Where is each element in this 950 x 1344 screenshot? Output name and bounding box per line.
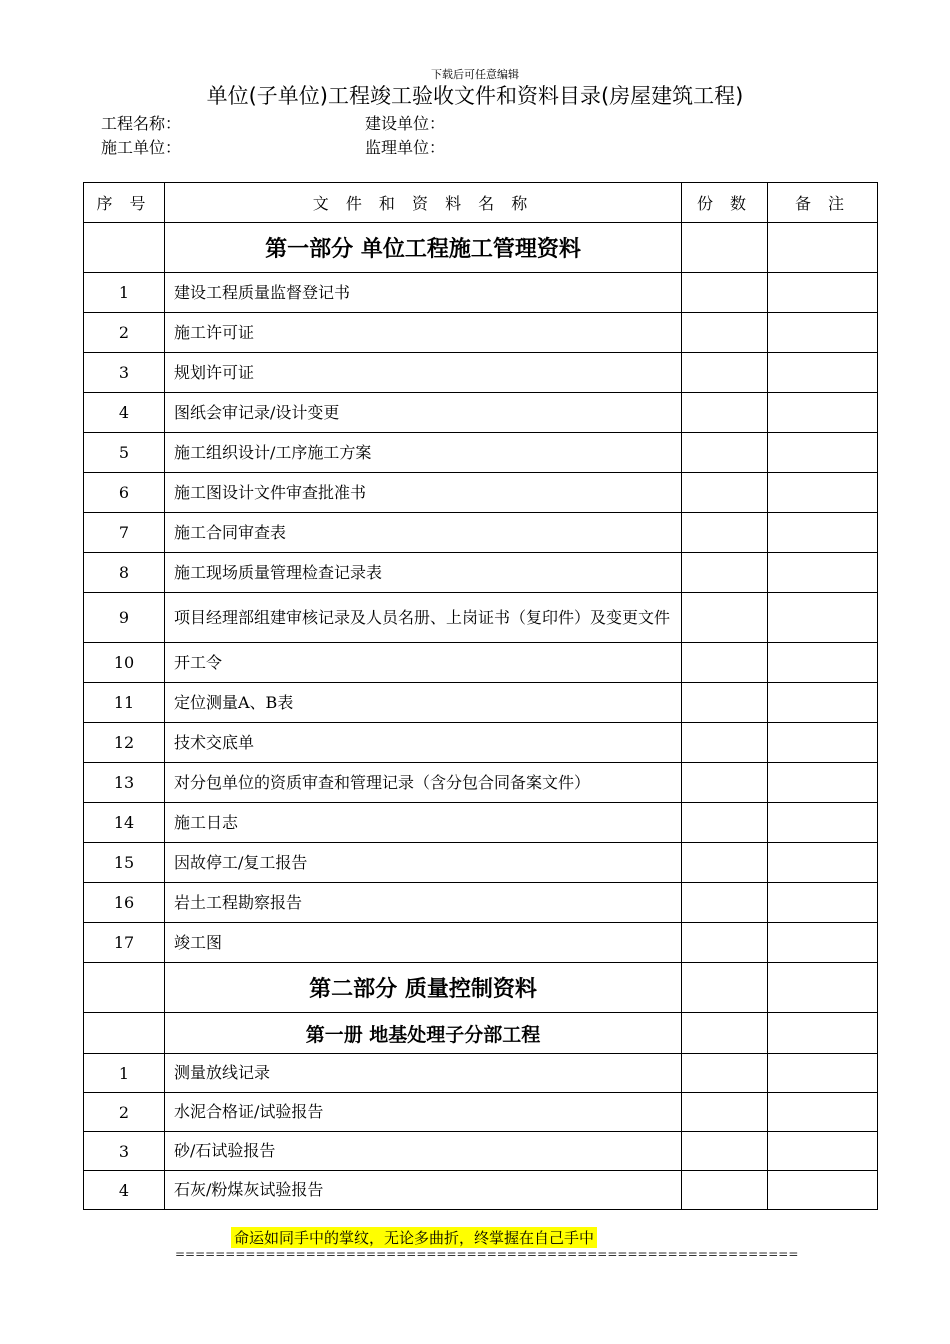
row-number: 6	[84, 473, 165, 513]
row-document-name: 竣工图	[165, 923, 682, 963]
table-row	[84, 883, 878, 923]
row-copies-cell	[682, 643, 768, 683]
row-document-name: 水泥合格证/试验报告	[165, 1093, 682, 1132]
row-copies-cell	[682, 843, 768, 883]
document-title: 单位(子单位)工程竣工验收文件和资料目录(房屋建筑工程)	[206, 84, 744, 108]
part1-heading-row	[84, 223, 878, 273]
row-remarks-cell	[768, 683, 878, 723]
row-remarks-cell	[768, 513, 878, 553]
row-remarks-cell	[768, 803, 878, 843]
row-number: 9	[84, 593, 165, 643]
row-number: 4	[84, 1171, 165, 1210]
row-remarks-cell	[768, 1054, 878, 1093]
row-remarks-cell	[768, 1093, 878, 1132]
row-copies-cell	[682, 273, 768, 313]
row-number: 1	[84, 1054, 165, 1093]
row-number: 17	[84, 923, 165, 963]
table-header-row	[84, 183, 878, 223]
row-copies-cell	[682, 1054, 768, 1093]
row-number: 1	[84, 273, 165, 313]
header-no: 序 号	[84, 183, 165, 223]
row-document-name: 施工现场质量管理检查记录表	[165, 553, 682, 593]
volume1-title-row	[84, 1013, 878, 1054]
header-remarks: 备 注	[768, 183, 878, 223]
row-document-name: 对分包单位的资质审查和管理记录（含分包合同备案文件）	[165, 763, 682, 803]
row-copies-cell	[682, 803, 768, 843]
row-number: 10	[84, 643, 165, 683]
construction-unit-label: 建设单位：	[365, 114, 446, 133]
row-remarks-cell	[768, 393, 878, 433]
row-remarks-cell	[768, 1132, 878, 1171]
row-copies-cell	[682, 313, 768, 353]
part2-title: 第二部分 质量控制资料	[165, 963, 682, 1013]
row-document-name: 岩土工程勘察报告	[165, 883, 682, 923]
row-document-name: 开工令	[165, 643, 682, 683]
header-copies: 份 数	[682, 183, 768, 223]
row-number: 3	[84, 1132, 165, 1171]
footer-rule: ==============================================================	[175, 1247, 799, 1261]
row-copies-cell	[682, 1093, 768, 1132]
row-remarks-cell	[768, 553, 878, 593]
row-document-name: 测量放线记录	[165, 1054, 682, 1093]
table-row	[84, 353, 878, 393]
project-name-label: 工程名称：	[101, 114, 182, 133]
row-document-name: 建设工程质量监督登记书	[165, 273, 682, 313]
catalog-table	[83, 182, 878, 1210]
row-remarks-cell	[768, 643, 878, 683]
row-remarks-cell	[768, 723, 878, 763]
row-document-name: 施工日志	[165, 803, 682, 843]
row-document-name: 图纸会审记录/设计变更	[165, 393, 682, 433]
table-row	[84, 593, 878, 643]
row-copies-cell	[682, 553, 768, 593]
row-document-name: 施工许可证	[165, 313, 682, 353]
part2-title-row	[84, 963, 878, 1013]
row-copies-cell	[682, 723, 768, 763]
row-document-name: 施工图设计文件审查批准书	[165, 473, 682, 513]
table-row	[84, 1054, 878, 1093]
table-row	[84, 393, 878, 433]
row-copies-cell	[682, 883, 768, 923]
table-row	[84, 1171, 878, 1210]
table-row	[84, 843, 878, 883]
table-row	[84, 1093, 878, 1132]
supervision-unit-label: 监理单位：	[365, 138, 446, 157]
row-remarks-cell	[768, 883, 878, 923]
row-document-name: 定位测量A、B表	[165, 683, 682, 723]
row-remarks-cell	[768, 433, 878, 473]
row-copies-cell	[682, 1171, 768, 1210]
header-name: 文 件 和 资 料 名 称	[165, 183, 682, 223]
row-remarks-cell	[768, 763, 878, 803]
row-copies-cell	[682, 763, 768, 803]
row-document-name: 石灰/粉煤灰试验报告	[165, 1171, 682, 1210]
row-document-name: 因故停工/复工报告	[165, 843, 682, 883]
table-row	[84, 273, 878, 313]
row-number: 4	[84, 393, 165, 433]
row-copies-cell	[682, 1132, 768, 1171]
row-copies-cell	[682, 353, 768, 393]
builder-unit-label: 施工单位：	[101, 138, 182, 157]
table-row	[84, 723, 878, 763]
table-row	[84, 763, 878, 803]
table-row	[84, 923, 878, 963]
row-document-name: 规划许可证	[165, 353, 682, 393]
table-row	[84, 643, 878, 683]
row-copies-cell	[682, 433, 768, 473]
row-number: 12	[84, 723, 165, 763]
row-copies-cell	[682, 513, 768, 553]
row-remarks-cell	[768, 593, 878, 643]
row-number: 5	[84, 433, 165, 473]
row-copies-cell	[682, 473, 768, 513]
part1-title: 第一部分 单位工程施工管理资料	[165, 223, 682, 273]
row-number: 15	[84, 843, 165, 883]
row-remarks-cell	[768, 313, 878, 353]
row-document-name: 施工组织设计/工序施工方案	[165, 433, 682, 473]
row-remarks-cell	[768, 843, 878, 883]
table-row	[84, 553, 878, 593]
row-number: 3	[84, 353, 165, 393]
row-copies-cell	[682, 683, 768, 723]
row-number: 8	[84, 553, 165, 593]
row-copies-cell	[682, 393, 768, 433]
table-row	[84, 313, 878, 353]
row-copies-cell	[682, 593, 768, 643]
row-document-name: 施工合同审查表	[165, 513, 682, 553]
row-remarks-cell	[768, 353, 878, 393]
table-row	[84, 433, 878, 473]
table-row	[84, 1132, 878, 1171]
row-remarks-cell	[768, 1171, 878, 1210]
row-remarks-cell	[768, 923, 878, 963]
row-copies-cell	[682, 923, 768, 963]
table-row	[84, 513, 878, 553]
table-row	[84, 473, 878, 513]
row-number: 11	[84, 683, 165, 723]
table-body	[84, 223, 878, 1210]
row-number: 13	[84, 763, 165, 803]
row-number: 2	[84, 313, 165, 353]
volume1-title: 第一册 地基处理子分部工程	[165, 1013, 682, 1054]
row-remarks-cell	[768, 473, 878, 513]
row-document-name: 砂/石试验报告	[165, 1132, 682, 1171]
row-document-name: 技术交底单	[165, 723, 682, 763]
table-row	[84, 803, 878, 843]
table-row	[84, 683, 878, 723]
row-document-name: 项目经理部组建审核记录及人员名册、上岗证书（复印件）及变更文件	[165, 593, 682, 643]
row-number: 2	[84, 1093, 165, 1132]
row-number: 14	[84, 803, 165, 843]
footer-motto: 命运如同手中的掌纹，无论多曲折，终掌握在自己手中	[231, 1227, 597, 1248]
row-remarks-cell	[768, 273, 878, 313]
row-number: 16	[84, 883, 165, 923]
top-note: 下载后可任意编辑	[431, 68, 519, 81]
row-number: 7	[84, 513, 165, 553]
